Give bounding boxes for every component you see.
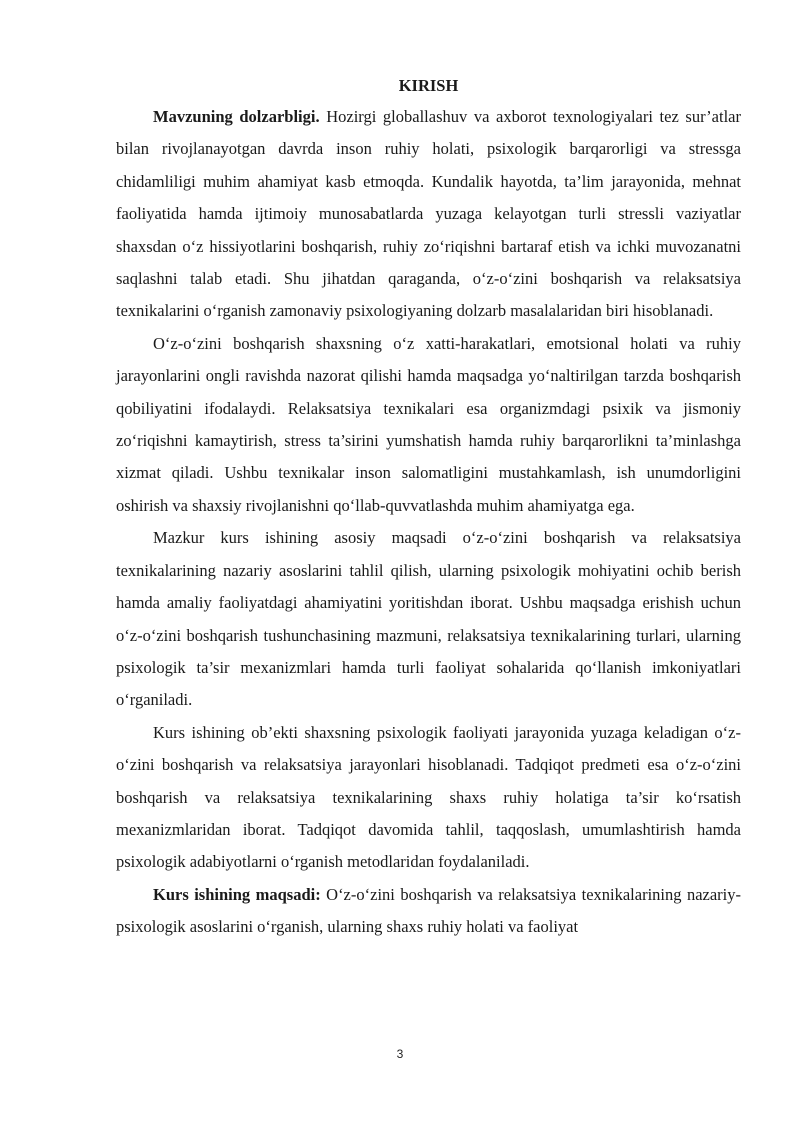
paragraph-self-regulation	[116, 328, 741, 522]
document-page	[116, 74, 741, 944]
paragraph-goal	[116, 879, 741, 944]
paragraph-object-subject	[116, 717, 741, 879]
paragraph-text: Hozirgi globallashuv va axborot texnologiyalari tez sur’atlar bilan rivojlanayotgan davrda inson ruhiy holati, psixologik barqarorligi va stressga chidamliligi muhim ahamiyat kasb etmoqda. Kundalik hayotda, ta’lim jarayonida, mehnat faoliyatida hamda ijtimoiy munosabatlarda yuzaga kelayotgan turli stressli vaziyatlar shaxsdan o‘z hissiyotlarini boshqarish, ruhiy zo‘riqishni bartaraf etish va ichki muvozanatni saqlashni talab etadi. Shu jihatdan qaraganda, o‘z-o‘zini boshqarish va relaksatsiya texnikalarini o‘rganish zamonaviy psixologiyaning dolzarb masalalaridan biri hisoblanadi.	[116, 107, 741, 321]
paragraph-lead: Mavzuning dolzarbligi.	[153, 107, 320, 126]
paragraph-lead: Kurs ishining maqsadi:	[153, 884, 321, 904]
paragraph-text: O‘z-o‘zini boshqarish shaxsning o‘z xatti-harakatlari, emotsional holati va ruhiy jarayonlarini ongli ravishda nazorat qilishi hamda maqsadga yo‘naltirilgan tarzda boshqarish qobiliyatini ifodalaydi. Relaksatsiya texnikalari esa organizmdagi psixik va jismoniy zo‘riqishni kamaytirish, stress ta’sirini yumshatish hamda ruhiy barqarorlikni ta’minlashga xizmat qiladi. Ushbu texnikalar inson salomatligini mustahkamlash, ish unumdorligini oshirish va shaxsiy rivojlanishni qo‘llab-quvvatlashda muhim ahamiyatga ega.	[116, 333, 741, 515]
page-number: 3	[396, 1047, 404, 1061]
section-heading: KIRISH	[398, 76, 459, 95]
paragraph-text: Kurs ishining ob’ekti shaxsning psixologik faoliyati jarayonida yuzaga keladigan o‘z-o‘zini boshqarish va relaksatsiya jarayonlari hisoblanadi. Tadqiqot predmeti esa o‘z-o‘zini boshqarish va relaksatsiya texnikalarining shaxs ruhiy holatiga ta’sir ko‘rsatish mexanizmlaridan iborat. Tadqiqot davomida tahlil, taqqoslash, umumlashtirish hamda psixologik adabiyotlarni o‘rganish metodlaridan foydalaniladi.	[116, 722, 741, 872]
paragraph-relevance	[116, 101, 741, 328]
paragraph-purpose	[116, 522, 741, 716]
paragraph-text: Mazkur kurs ishining asosiy maqsadi o‘z-o‘zini boshqarish va relaksatsiya texnikalarining nazariy asoslarini tahlil qilish, ularning psixologik mohiyatini ochib berish hamda amaliy faoliyatdagi ahamiyatini yoritishdan iborat. Ushbu maqsadga erishish uchun o‘z-o‘zini boshqarish tushunchasining mazmuni, relaksatsiya texnikalarining turlari, ularning psixologik ta’sir mexanizmlari hamda turli faoliyat sohalarida qo‘llanish imkoniyatlari o‘rganiladi.	[116, 528, 741, 710]
paragraph-text: O‘z-o‘zini boshqarish va relaksatsiya texnikalarining nazariy-psixologik asoslarini o‘rganish, ularning shaxs ruhiy holati va faoliyat	[116, 884, 741, 937]
